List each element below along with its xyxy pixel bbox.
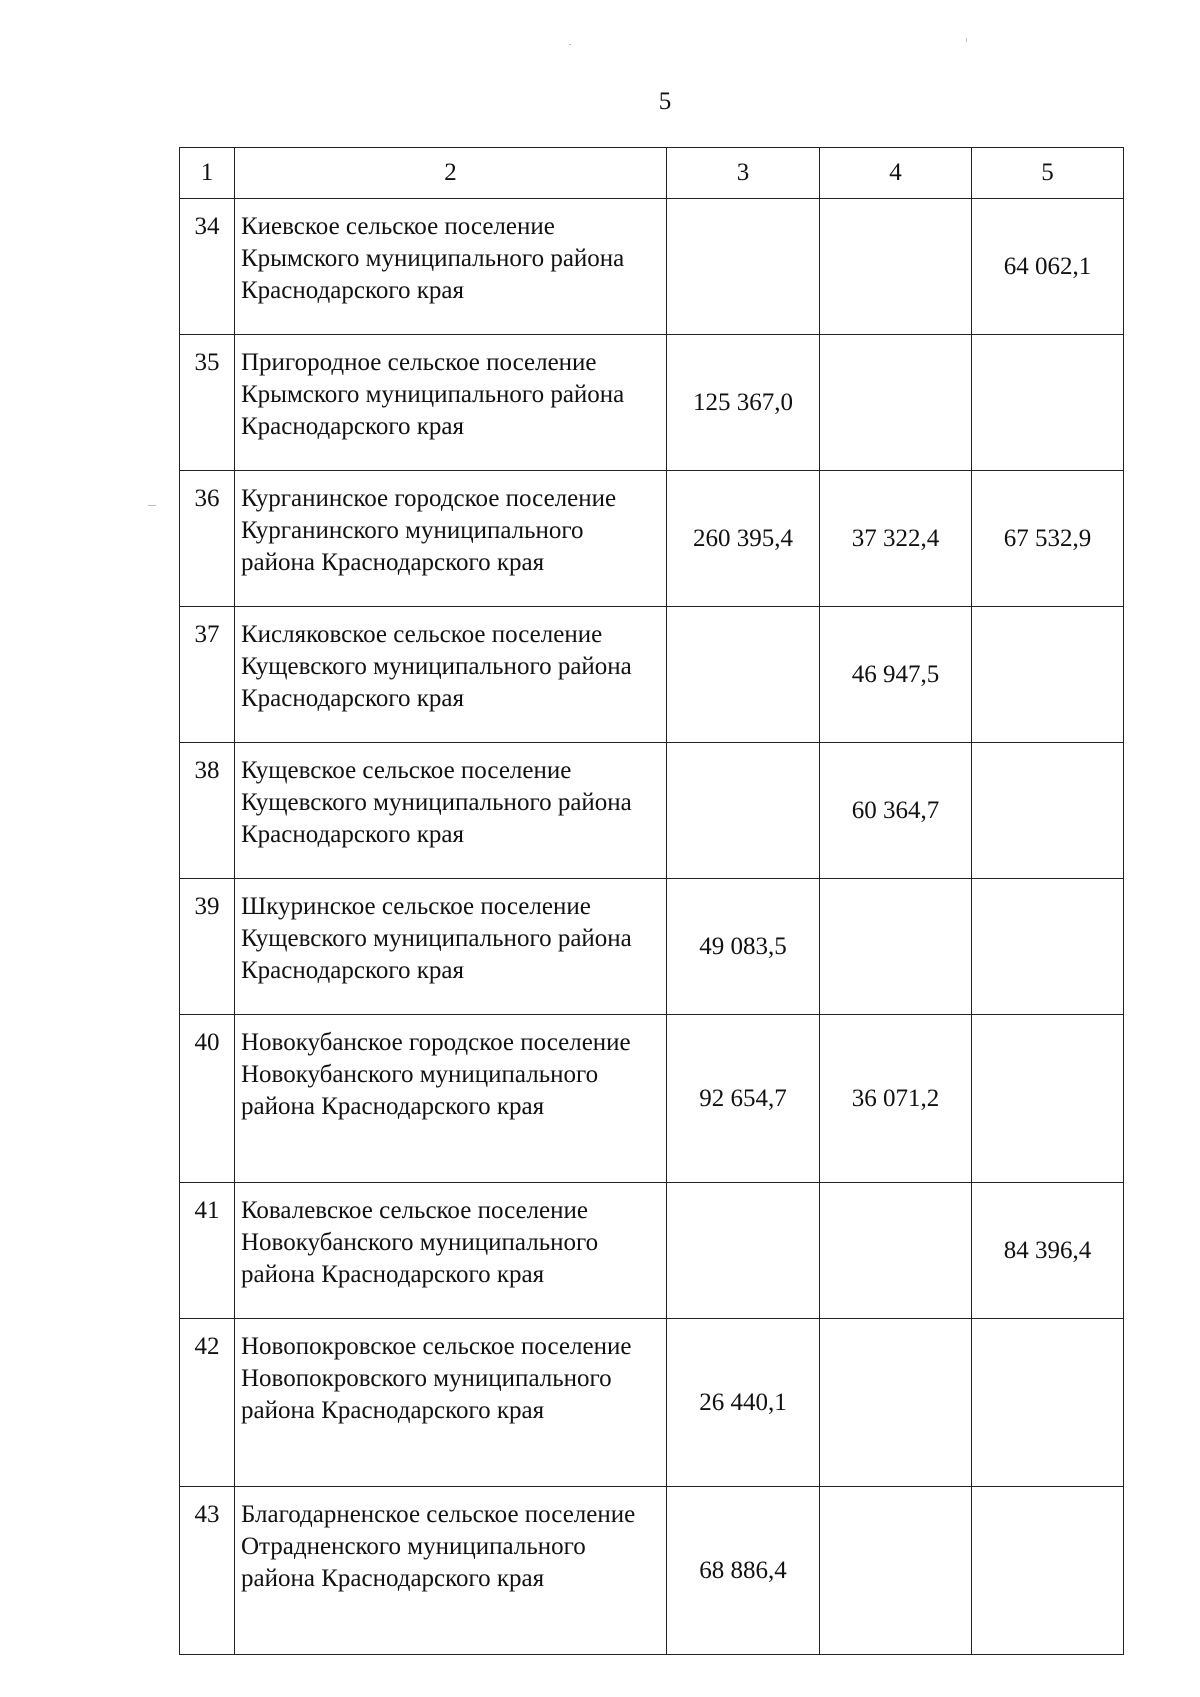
settlement-name: Шкуринское сельское поселение Кущевского муниципального района Краснодарского края bbox=[235, 879, 667, 1015]
value-col-5: 67 532,9 bbox=[972, 471, 1124, 607]
row-number: 39 bbox=[180, 879, 235, 1015]
value-col-5 bbox=[972, 743, 1124, 879]
row-number: 43 bbox=[180, 1487, 235, 1655]
value-col-3: 260 395,4 bbox=[667, 471, 820, 607]
value-col-3: 49 083,5 bbox=[667, 879, 820, 1015]
row-number: 36 bbox=[180, 471, 235, 607]
table-row bbox=[180, 1183, 1124, 1319]
value-col-3: 26 440,1 bbox=[667, 1319, 820, 1487]
table-row bbox=[180, 199, 1124, 335]
settlement-name: Киевское сельское поселение Крымского муниципального района Краснодарского края bbox=[235, 199, 667, 335]
value-col-5 bbox=[972, 1015, 1124, 1183]
value-col-4: 46 947,5 bbox=[820, 607, 972, 743]
settlement-name: Кущевское сельское поселение Кущевского муниципального района Краснодарского края bbox=[235, 743, 667, 879]
column-number-1: 1 bbox=[180, 148, 235, 199]
table-row bbox=[180, 1015, 1124, 1183]
column-number-row bbox=[180, 148, 1124, 199]
row-number: 35 bbox=[180, 335, 235, 471]
value-col-4 bbox=[820, 1319, 972, 1487]
settlement-name: Ковалевское сельское поселение Новокубанского муниципального района Краснодарского края bbox=[235, 1183, 667, 1319]
value-col-5: 84 396,4 bbox=[972, 1183, 1124, 1319]
column-number-5: 5 bbox=[972, 148, 1124, 199]
value-col-3: 125 367,0 bbox=[667, 335, 820, 471]
row-number: 41 bbox=[180, 1183, 235, 1319]
value-col-5 bbox=[972, 335, 1124, 471]
value-col-3 bbox=[667, 607, 820, 743]
scan-speck bbox=[148, 505, 156, 506]
scan-speck bbox=[569, 44, 571, 45]
value-col-4 bbox=[820, 1183, 972, 1319]
column-number-4: 4 bbox=[820, 148, 972, 199]
value-col-4: 37 322,4 bbox=[820, 471, 972, 607]
table-row bbox=[180, 1319, 1124, 1487]
row-number: 37 bbox=[180, 607, 235, 743]
settlement-name: Благодарненское сельское поселение Отрадненского муниципального района Краснодарского края bbox=[235, 1487, 667, 1655]
value-col-3: 68 886,4 bbox=[667, 1487, 820, 1655]
value-col-3 bbox=[667, 199, 820, 335]
allocation-table bbox=[179, 147, 1124, 1655]
table-row bbox=[180, 607, 1124, 743]
value-col-5 bbox=[972, 1319, 1124, 1487]
column-number-3: 3 bbox=[667, 148, 820, 199]
value-col-5 bbox=[972, 607, 1124, 743]
row-number: 40 bbox=[180, 1015, 235, 1183]
value-col-3 bbox=[667, 1183, 820, 1319]
value-col-3: 92 654,7 bbox=[667, 1015, 820, 1183]
settlement-name: Пригородное сельское поселение Крымского муниципального района Краснодарского края bbox=[235, 335, 667, 471]
value-col-4 bbox=[820, 1487, 972, 1655]
value-col-4: 60 364,7 bbox=[820, 743, 972, 879]
settlement-name: Кисляковское сельское поселение Кущевского муниципального района Краснодарского края bbox=[235, 607, 667, 743]
row-number: 42 bbox=[180, 1319, 235, 1487]
table-row bbox=[180, 879, 1124, 1015]
value-col-4 bbox=[820, 199, 972, 335]
table-row bbox=[180, 1487, 1124, 1655]
table-row bbox=[180, 743, 1124, 879]
value-col-5: 64 062,1 bbox=[972, 199, 1124, 335]
table-row bbox=[180, 335, 1124, 471]
column-number-2: 2 bbox=[235, 148, 667, 199]
settlement-name: Новопокровское сельское поселение Новопокровского муниципального района Краснодарского края bbox=[235, 1319, 667, 1487]
value-col-5 bbox=[972, 1487, 1124, 1655]
row-number: 38 bbox=[180, 743, 235, 879]
value-col-5 bbox=[972, 879, 1124, 1015]
page-number: 5 bbox=[658, 88, 672, 115]
value-col-4 bbox=[820, 335, 972, 471]
value-col-3 bbox=[667, 743, 820, 879]
settlement-name: Курганинское городское поселение Курганинского муниципального района Краснодарского края bbox=[235, 471, 667, 607]
settlement-name: Новокубанское городское поселение Новокубанского муниципального района Краснодарского края bbox=[235, 1015, 667, 1183]
row-number: 34 bbox=[180, 199, 235, 335]
value-col-4: 36 071,2 bbox=[820, 1015, 972, 1183]
value-col-4 bbox=[820, 879, 972, 1015]
scan-speck bbox=[966, 38, 967, 42]
table-row bbox=[180, 471, 1124, 607]
